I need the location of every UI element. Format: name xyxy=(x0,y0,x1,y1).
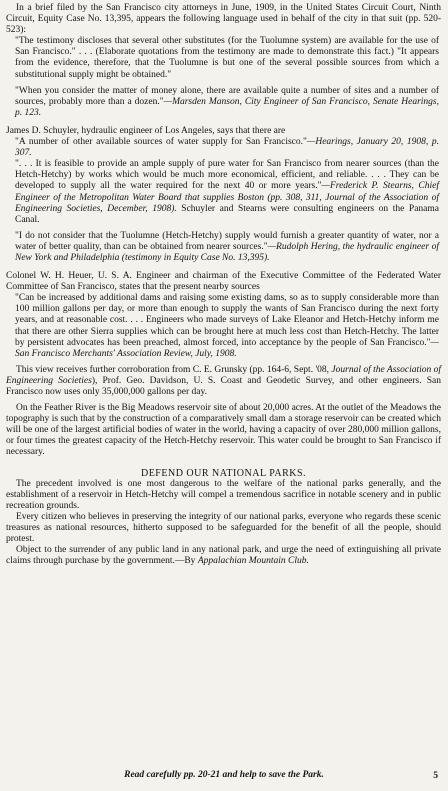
paragraph xyxy=(6,512,441,545)
footer-note: Read carefully pp. 20-21 and help to save the Park. xyxy=(124,770,324,780)
paragraph xyxy=(6,3,441,36)
block-quote xyxy=(15,231,439,264)
paragraph-text: The precedent involved is one most dangerous to the welfare of the national parks generally, and the establishment of a reservoir in Hetch-Hetchy will compel a tremendous sacrifice in notable scenery and in public recreation grounds. xyxy=(6,478,441,511)
paragraph xyxy=(6,403,441,458)
citation: Appalachian Mountain Club. xyxy=(197,556,309,567)
paragraph-text: Every citizen who believes in preserving the integrity of our national parks, everyone who regards these scenic treasures as national resources, hitherto supposed to be safeguarded for the benefit of all the people, should protest. xyxy=(6,511,441,545)
citation: —Rudolph Hering, the hydraulic engineer of New York and Philadelphia (testimony in Equity Case No. 13,395). xyxy=(15,241,439,263)
paragraph-tail: Schuyler and Stearns were consulting engineers on the Panama Canal. xyxy=(15,203,439,225)
paragraph-text: "A number of other available sources of water supply for San Francisco." xyxy=(15,137,307,148)
paragraph xyxy=(6,545,441,567)
paragraph xyxy=(6,479,441,512)
block-quote xyxy=(15,159,439,226)
paragraph-text: "I do not consider that the Tuolumne (Hetch-Hetchy) supply would furnish a greater quantity of water, nor a water of better quality, than can be obtained from nearer sources." xyxy=(15,230,439,252)
paragraph-text: "When you consider the matter of money alone, there are available quite a number of sites and a number of sources, probably more than a dozen." xyxy=(15,85,439,107)
paragraph-text: This view receives further corroboration from C. E. Grunsky (pp. 164-6, Sept. '08, xyxy=(16,364,332,375)
citation: —San Francisco Merchants' Association Review, July, 1908. xyxy=(15,337,439,359)
block-quote xyxy=(15,36,439,80)
paragraph xyxy=(6,271,441,293)
paragraph xyxy=(6,126,441,137)
paragraph-text: Colonel W. H. Heuer, U. S. A. Engineer and chairman of the Executive Committee of the Federated Water Committee of San Francisco, states that the present nearby sources xyxy=(6,271,441,293)
block-quote xyxy=(15,293,439,360)
block-quote xyxy=(15,86,439,119)
citation: —Marsden Manson, City Engineer of San Francisco, Senate Hearings, p. 123. xyxy=(15,96,440,118)
paragraph-text: James D. Schuyler, hydraulic engineer of Los Angeles, says that there are xyxy=(6,125,286,136)
section-text xyxy=(6,479,441,568)
citation: —Frederick P. Stearns, Chief Engineer of the Metropolitan Water Board that supplies Boston (pp. 308, 311, Journal of the Association of Engineering Societies, December, 1908). xyxy=(15,181,439,214)
section-heading: DEFEND OUR NATIONAL PARKS. xyxy=(140,467,307,479)
paragraph-text: Object to the surrender of any public land in any national park, and urge the need of extinguishing all private claims through purchase by the government.—By xyxy=(6,545,441,567)
paragraph-text: In a brief filed by the San Francisco city attorneys in June, 1909, in the United States Circuit Court, Ninth Circuit, Equity Case No. 13,395, appears the following language used in behalf of the city in that suit (pp. 520-523): xyxy=(6,3,441,36)
citation: —Hearings, January 20, 1908, p. 307. xyxy=(15,137,439,159)
paragraph-text: "Can be increased by additional dams and raising some existing dams, so as to supply considerable more than 100 million gallons per day, or more than enough to supply the wants of San Francisco during the next forty years, and at reasonable cost. . . . Engineers who made surveys of Lake Eleanor and Hetch-Hetchy inform me that there are other Sierra supplies which can be brought here at much less cost than Hetch-Hetchy. The latter by persistent advocates has been preached, almost forced, into acceptance by the people of San Francisco." xyxy=(15,293,439,348)
paragraph-text: ". . . It is feasible to provide an ample supply of pure water for San Francisco from nearer sources (than the Hetch-Hetchy) by works which would be much more economical, efficient, and reliable. . . . They can be developed to supply all the water required for the next 40 or more years." xyxy=(15,159,439,192)
paragraph-tail: ), Prof. Geo. Davidson, U. S. Coast and Geodetic Survey, and other engineers. San Francisco now uses only 35,000,000 gallons per day. xyxy=(6,375,441,397)
block-quote xyxy=(15,137,439,159)
citation: Journal of the Association of Engineering Societies xyxy=(6,364,442,386)
page-number: 5 xyxy=(433,771,438,781)
paragraph-text: On the Feather River is the Big Meadows reservoir site of about 20,000 acres. At the outlet of the Meadows the topography is such that by the construction of a comparatively small dam a storage reservoir can be created which will be one of the largest artificial bodies of water in the world, having a capacity of over 280,000 million gallons, or four times the greatest capacity of the Hetch-Hetchy reservoir. This water could be brought to San Francisco if necessary. xyxy=(6,403,441,458)
paragraph-text: "The testimony discloses that several other substitutes (for the Tuolumne system) are available for the use of San Francisco." . . . (Elaborate quotations from the testimony are made to demonstrate this fact.) "It appears from the evidence, therefore, that the Tuolumne is but one of the several possible sources from which a substitutional supply might be obtained." xyxy=(15,36,439,80)
body-text xyxy=(6,3,441,459)
paragraph xyxy=(6,365,441,398)
